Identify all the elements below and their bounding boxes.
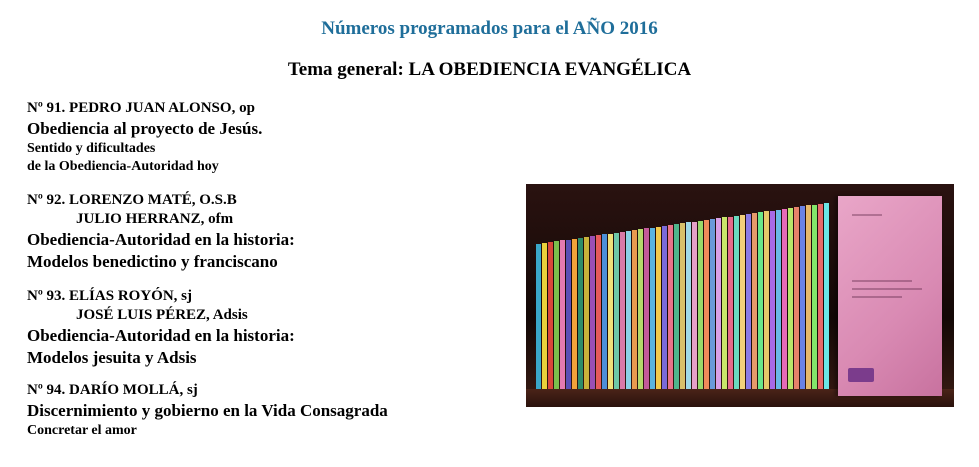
book-spine xyxy=(572,239,577,392)
book-spine xyxy=(584,237,589,392)
general-theme: Tema general: LA OBEDIENCIA EVANGÉLICA xyxy=(287,59,692,80)
book-spine xyxy=(788,208,793,392)
book-spine xyxy=(716,218,721,392)
book-spine xyxy=(632,230,637,392)
issue-title-line-2: Modelos jesuita y Adsis xyxy=(27,348,197,367)
cover-text-line xyxy=(852,214,882,216)
issue-number: Nº 94. xyxy=(27,382,66,398)
book-spine xyxy=(776,210,781,392)
publisher-logo-icon xyxy=(848,368,874,382)
book-spine xyxy=(812,205,817,392)
issue-entry-92 xyxy=(27,191,295,273)
book-spine xyxy=(620,232,625,392)
book-spine xyxy=(800,206,805,392)
book-spine xyxy=(728,217,733,392)
book-spines xyxy=(536,202,836,392)
book-spine xyxy=(704,220,709,392)
book-spine xyxy=(668,225,673,392)
issue-entry-91 xyxy=(27,99,262,176)
issue-entry-93 xyxy=(27,287,295,369)
books-on-shelf-photo xyxy=(526,184,954,407)
book-spine xyxy=(656,227,661,392)
author-name: PEDRO JUAN ALONSO, op xyxy=(69,100,255,116)
author-name: LORENZO MATÉ, O.S.B xyxy=(69,192,237,208)
issue-title: Obediencia-Autoridad en la historia: xyxy=(27,230,295,249)
author-name: ELÍAS ROYÓN, sj xyxy=(69,288,192,304)
book-spine xyxy=(614,233,619,392)
book-spine xyxy=(542,243,547,392)
issue-title: Obediencia al proyecto de Jesús. xyxy=(27,119,263,138)
issue-subtitle: Sentido y dificultades xyxy=(27,141,156,156)
book-cover xyxy=(838,196,942,396)
book-spine xyxy=(638,229,643,392)
issue-author xyxy=(27,191,295,210)
book-spine xyxy=(734,216,739,392)
book-spine xyxy=(602,234,607,392)
book-spine xyxy=(554,241,559,392)
author-name: DARÍO MOLLÁ, sj xyxy=(69,382,198,398)
issue-subtitle: de la Obediencia-Autoridad hoy xyxy=(27,159,219,174)
book-spine xyxy=(818,204,823,392)
book-spine xyxy=(560,240,565,392)
issue-entry-94 xyxy=(27,381,388,440)
issue-author xyxy=(27,287,295,306)
book-spine xyxy=(710,219,715,392)
book-spine xyxy=(758,212,763,392)
book-spine xyxy=(644,228,649,392)
book-spine xyxy=(662,226,667,392)
book-spine xyxy=(722,217,727,392)
book-spine xyxy=(596,235,601,392)
book-spine xyxy=(740,215,745,392)
book-spine xyxy=(680,223,685,392)
book-spine xyxy=(536,244,541,392)
book-spine xyxy=(674,224,679,392)
book-spine xyxy=(566,240,571,392)
book-spine xyxy=(608,234,613,392)
issue-number: Nº 91. xyxy=(27,100,66,116)
book-spine xyxy=(770,211,775,392)
book-spine xyxy=(692,222,697,392)
second-author: JOSÉ LUIS PÉREZ, Adsis xyxy=(76,307,248,323)
book-spine xyxy=(746,214,751,392)
book-spine xyxy=(782,209,787,392)
book-spine xyxy=(698,221,703,392)
book-spine xyxy=(752,213,757,392)
book-spine xyxy=(806,205,811,392)
book-spine xyxy=(650,228,655,392)
issue-title-line-2: Modelos benedictino y franciscano xyxy=(27,252,278,271)
book-spine xyxy=(626,231,631,392)
second-author: JULIO HERRANZ, ofm xyxy=(76,211,234,227)
issue-number: Nº 93. xyxy=(27,288,66,304)
cover-text-line xyxy=(852,280,912,282)
book-spine xyxy=(548,242,553,392)
issue-subtitle: Concretar el amor xyxy=(27,423,137,438)
page-title: Números programados para el AÑO 2016 xyxy=(321,18,658,39)
book-spine xyxy=(764,211,769,392)
cover-text-line xyxy=(852,288,922,290)
book-spine xyxy=(824,203,829,392)
cover-text-line xyxy=(852,296,902,298)
issue-author xyxy=(27,381,388,400)
issue-author xyxy=(27,99,262,118)
book-spine xyxy=(590,236,595,392)
issue-title: Discernimiento y gobierno en la Vida Consagrada xyxy=(27,401,388,420)
issue-number: Nº 92. xyxy=(27,192,66,208)
book-spine xyxy=(578,238,583,392)
book-spine xyxy=(794,207,799,392)
issue-title: Obediencia-Autoridad en la historia: xyxy=(27,326,295,345)
book-spine xyxy=(686,222,691,392)
